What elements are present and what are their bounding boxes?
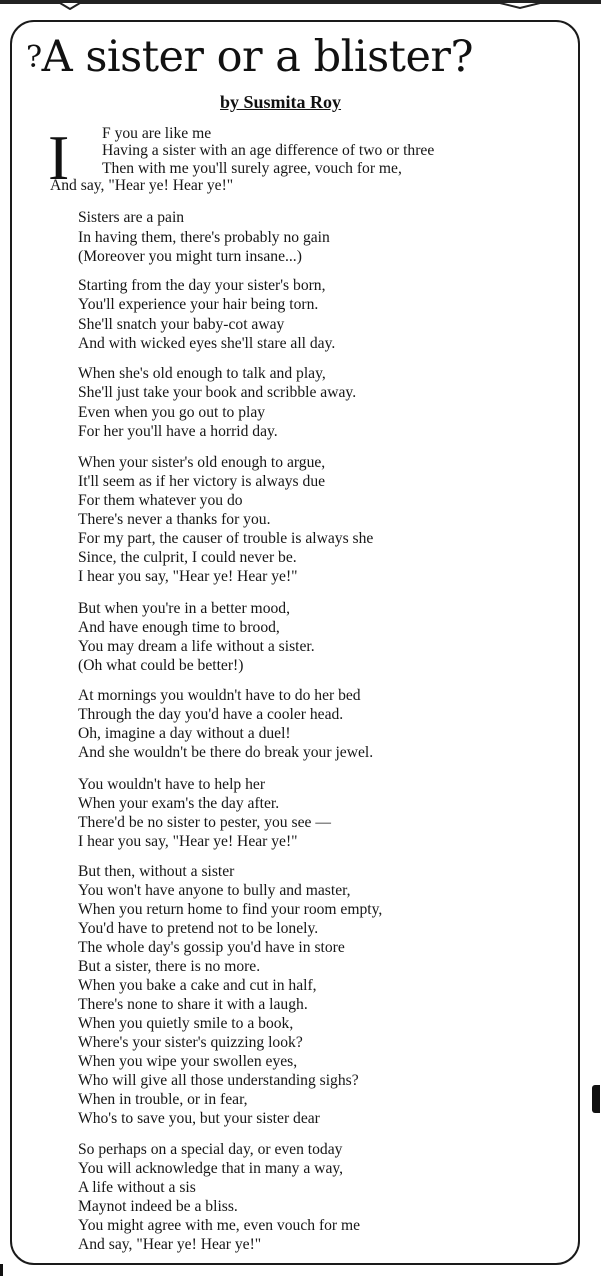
title-mark: ? bbox=[26, 40, 42, 75]
poem-line: When you return home to find your room empty, bbox=[78, 901, 383, 918]
page-edge-mark bbox=[592, 1085, 600, 1113]
poem-line: Through the day you'd have a cooler head. bbox=[78, 706, 344, 723]
poem-line: Who's to save you, but your sister dear bbox=[78, 1110, 320, 1127]
poem-line: The whole day's gossip you'd have in store bbox=[78, 939, 345, 956]
poem-line: For them whatever you do bbox=[78, 492, 243, 509]
poem-line: Where's your sister's quizzing look? bbox=[78, 1034, 303, 1051]
poem-line: Starting from the day your sister's born, bbox=[78, 277, 326, 294]
poem-line: At mornings you wouldn't have to do her bed bbox=[78, 687, 361, 704]
intro-line: Having a sister with an age difference of two or three bbox=[102, 142, 435, 159]
poem-line: So perhaps on a special day, or even today bbox=[78, 1141, 343, 1158]
poem-line: When you quietly smile to a book, bbox=[78, 1015, 294, 1032]
poem-line: Even when you go out to play bbox=[78, 404, 266, 421]
poem-line: You may dream a life without a sister. bbox=[78, 638, 315, 655]
drop-cap: I bbox=[48, 122, 70, 193]
article-title bbox=[26, 32, 586, 83]
intro-line: And say, "Hear ye! Hear ye!" bbox=[50, 177, 234, 194]
poem-line: But when you're in a better mood, bbox=[78, 600, 290, 617]
poem-line: Oh, imagine a day without a duel! bbox=[78, 725, 291, 742]
poem-line: You will acknowledge that in many a way, bbox=[78, 1160, 344, 1177]
poem-line: When your sister's old enough to argue, bbox=[78, 454, 326, 471]
poem-line: Since, the culprit, I could never be. bbox=[78, 549, 297, 566]
poem-line: You'd have to pretend not to be lonely. bbox=[78, 920, 319, 937]
poem-line: And have enough time to brood, bbox=[78, 619, 280, 636]
intro-line: Then with me you'll surely agree, vouch for me, bbox=[102, 160, 402, 177]
poem-line: (Oh what could be better!) bbox=[78, 657, 244, 674]
poem-line: But then, without a sister bbox=[78, 863, 235, 880]
byline: by Susmita Roy bbox=[220, 92, 342, 112]
poem-line: There'd be no sister to pester, you see — bbox=[78, 814, 331, 831]
poem-line: There's never a thanks for you. bbox=[78, 511, 271, 528]
title-text: A sister or a blister? bbox=[41, 32, 474, 82]
poem-line: I hear you say, "Hear ye! Hear ye!" bbox=[78, 568, 298, 585]
poem-line: Who will give all those understanding sighs? bbox=[78, 1072, 359, 1089]
intro-line: F you are like me bbox=[102, 125, 212, 142]
page-corner-mark bbox=[0, 1264, 3, 1276]
poem-line: But a sister, there is no more. bbox=[78, 958, 261, 975]
poem-line: When in trouble, or in fear, bbox=[78, 1091, 248, 1108]
poem-line: She'll snatch your baby-cot away bbox=[78, 316, 285, 333]
poem-line: You wouldn't have to help her bbox=[78, 776, 266, 793]
poem-line: It'll seem as if her victory is always due bbox=[78, 473, 326, 490]
poem-line: And with wicked eyes she'll stare all day. bbox=[78, 335, 336, 352]
poem-line: For my part, the causer of trouble is always she bbox=[78, 530, 374, 547]
poem-line: She'll just take your book and scribble away. bbox=[78, 384, 357, 401]
poem-line: There's none to share it with a laugh. bbox=[78, 996, 308, 1013]
poem-line: A life without a sis bbox=[78, 1179, 196, 1196]
poem-line: And she wouldn't be there do break your jewel. bbox=[78, 744, 374, 761]
poem-line: When your exam's the day after. bbox=[78, 795, 280, 812]
poem-line: In having them, there's probably no gain bbox=[78, 229, 330, 246]
poem-line: You'll experience your hair being torn. bbox=[78, 296, 319, 313]
poem-line: Maynot indeed be a bliss. bbox=[78, 1198, 238, 1215]
poem-line: You might agree with me, even vouch for me bbox=[78, 1217, 361, 1234]
poem-line: (Moreover you might turn insane...) bbox=[78, 248, 302, 265]
poem-line: I hear you say, "Hear ye! Hear ye!" bbox=[78, 833, 298, 850]
poem-line: When she's old enough to talk and play, bbox=[78, 365, 326, 382]
poem-line: When you bake a cake and cut in half, bbox=[78, 977, 317, 994]
poem-line: Sisters are a pain bbox=[78, 209, 185, 226]
clipped-top-border bbox=[0, 0, 601, 10]
poem-line: You won't have anyone to bully and master, bbox=[78, 882, 351, 899]
poem-line: For her you'll have a horrid day. bbox=[78, 423, 278, 440]
poem-line: When you wipe your swollen eyes, bbox=[78, 1053, 298, 1070]
poem-line: And say, "Hear ye! Hear ye!" bbox=[78, 1236, 262, 1253]
